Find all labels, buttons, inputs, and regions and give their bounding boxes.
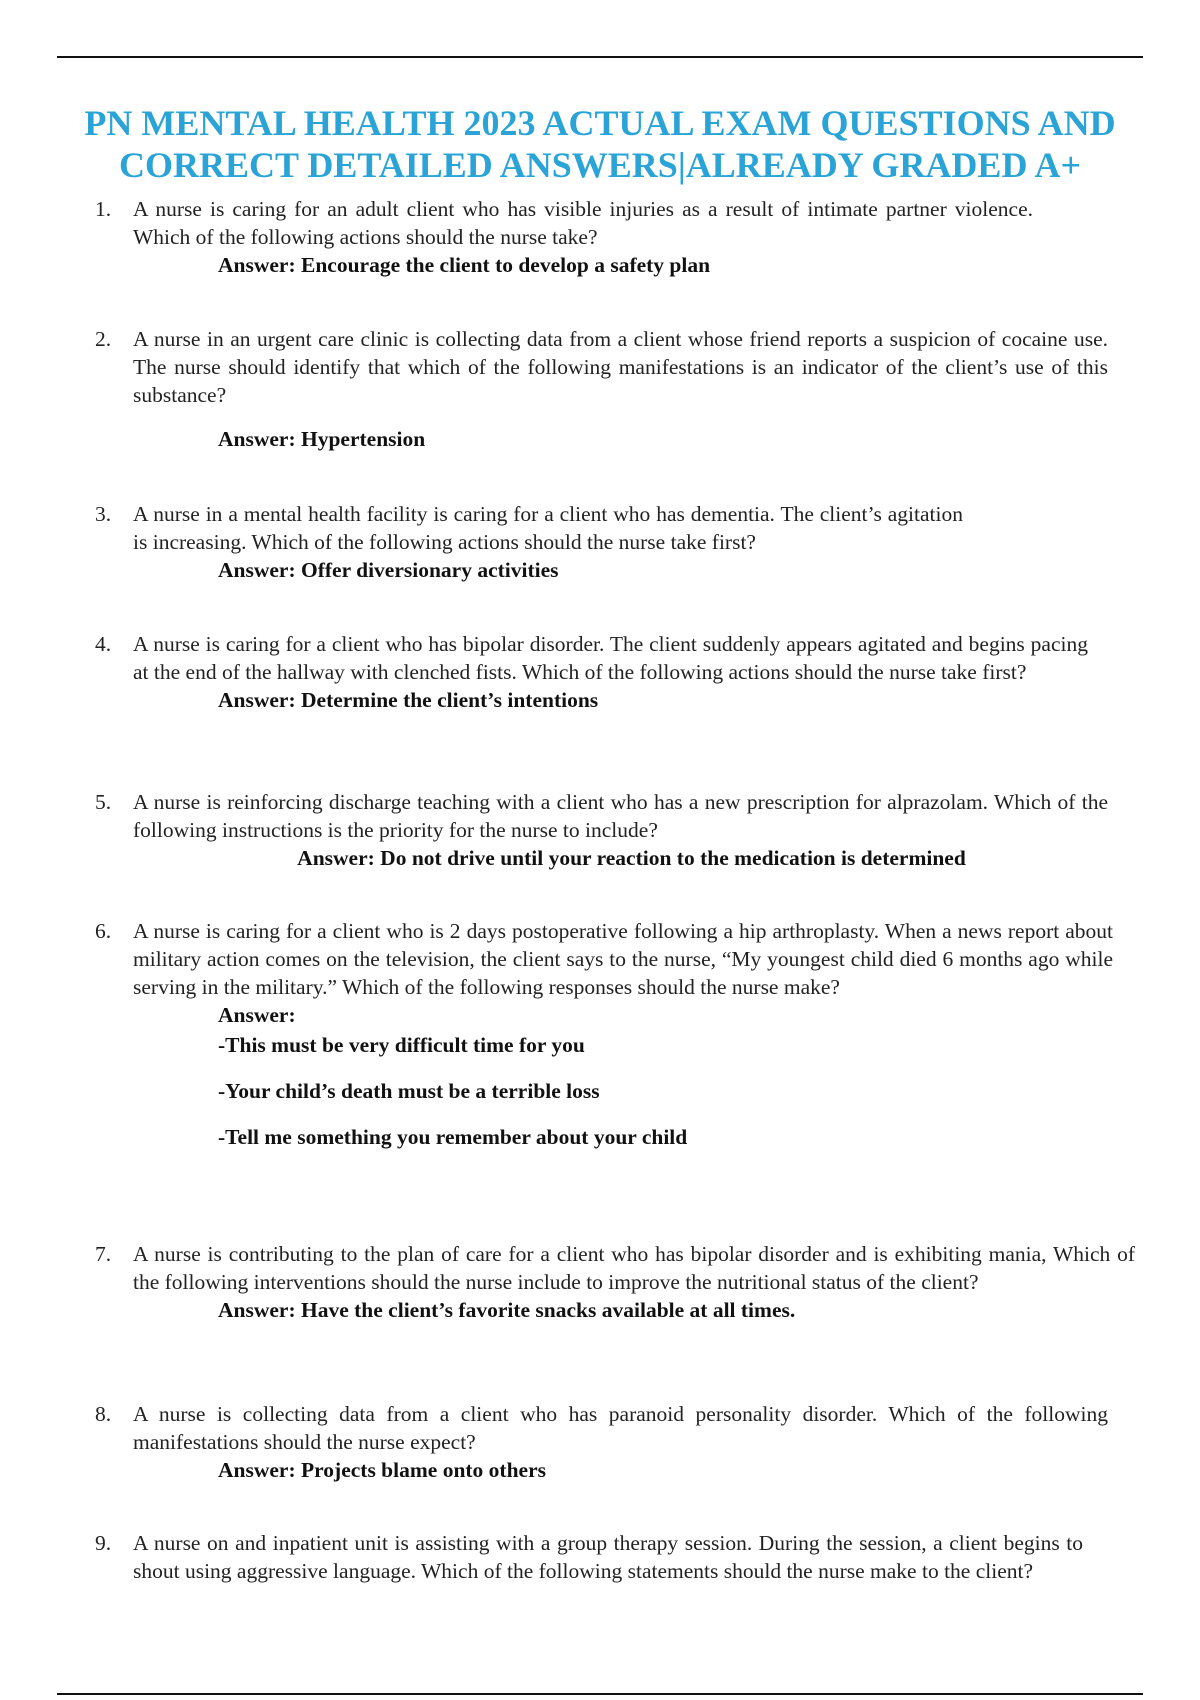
- question-4: [95, 630, 1140, 714]
- question-text: A nurse is caring for a client who is 2 days postoperative following a hip arthroplasty. When a news report about military action comes on the television, the client says to the nurse, “My youngest child died 6 months ago while serving in the military.” Which of the following responses should the nurse make?: [133, 919, 1113, 999]
- question-8: [95, 1400, 1140, 1484]
- answer-text: Answer: Hypertension: [218, 427, 426, 451]
- question-text: A nurse is contributing to the plan of care for a client who has bipolar disorder and is exhibiting mania, Which of the following interventions should the nurse include to improve the nutritional status of the client?: [133, 1242, 1135, 1294]
- document-title: [57, 102, 1143, 186]
- answer-text: Answer: Projects blame onto others: [218, 1458, 547, 1482]
- question-text: A nurse in an urgent care clinic is collecting data from a client whose friend reports a suspicion of cocaine use. The nurse should identify that which of the following manifestations is an indicator of the client’s use of this substance?: [133, 327, 1108, 407]
- answer-text: Answer: Offer diversionary activities: [218, 558, 559, 582]
- question-text: A nurse is caring for an adult client who has visible injuries as a result of intimate partner violence. Which of the following actions should the nurse take?: [133, 197, 1033, 249]
- question-text: A nurse is collecting data from a client who has paranoid personality disorder. Which of the following manifestations should the nurse expect?: [133, 1402, 1108, 1454]
- question-7: [95, 1240, 1140, 1324]
- answer-text: Answer: Have the client’s favorite snacks available at all times.: [218, 1298, 796, 1322]
- answer-text: Answer: Do not drive until your reaction to the medication is determined: [297, 846, 966, 870]
- question-text: A nurse is caring for a client who has bipolar disorder. The client suddenly appears agitated and begins pacing at the end of the hallway with clenched fists. Which of the following actions should the nurse take first?: [133, 632, 1088, 684]
- question-number: 7.: [95, 1242, 112, 1266]
- question-2: [95, 325, 1140, 453]
- bottom-rule: [57, 1693, 1143, 1695]
- top-rule: [57, 56, 1143, 58]
- title-line-1: PN MENTAL HEALTH 2023 ACTUAL EXAM QUESTIONS AND: [84, 103, 1116, 143]
- question-9: [95, 1529, 1140, 1585]
- question-number: 2.: [95, 327, 112, 351]
- question-number: 4.: [95, 632, 112, 656]
- question-number: 5.: [95, 790, 112, 814]
- question-number: 9.: [95, 1531, 112, 1555]
- question-3: [95, 500, 1140, 584]
- answer-text: Answer:: [218, 1003, 296, 1027]
- question-6: [95, 917, 1140, 1151]
- question-number: 8.: [95, 1402, 112, 1426]
- question-number: 1.: [95, 197, 112, 221]
- question-number: 6.: [95, 919, 112, 943]
- question-1: [95, 195, 1140, 279]
- question-text: A nurse on and inpatient unit is assisting with a group therapy session. During the session, a client begins to shout using aggressive language. Which of the following statements should the nurse make to the client?: [133, 1531, 1083, 1583]
- answer-text: Answer: Determine the client’s intentions: [218, 688, 599, 712]
- question-text: A nurse in a mental health facility is caring for a client who has dementia. The client’s agitation is increasing. Which of the following actions should the nurse take first?: [133, 502, 963, 554]
- question-5: [95, 788, 1140, 872]
- title-line-2: CORRECT DETAILED ANSWERS|ALREADY GRADED A+: [119, 145, 1081, 185]
- question-text: A nurse is reinforcing discharge teaching with a client who has a new prescription for alprazolam. Which of the following instructions is the priority for the nurse to include?: [133, 790, 1108, 842]
- answer-list-item: -Tell me something you remember about your child: [218, 1125, 688, 1149]
- question-number: 3.: [95, 502, 112, 526]
- answer-list-item: -This must be very difficult time for you: [218, 1033, 585, 1057]
- answer-list-item: -Your child’s death must be a terrible loss: [218, 1079, 600, 1103]
- answer-text: Answer: Encourage the client to develop a safety plan: [218, 253, 711, 277]
